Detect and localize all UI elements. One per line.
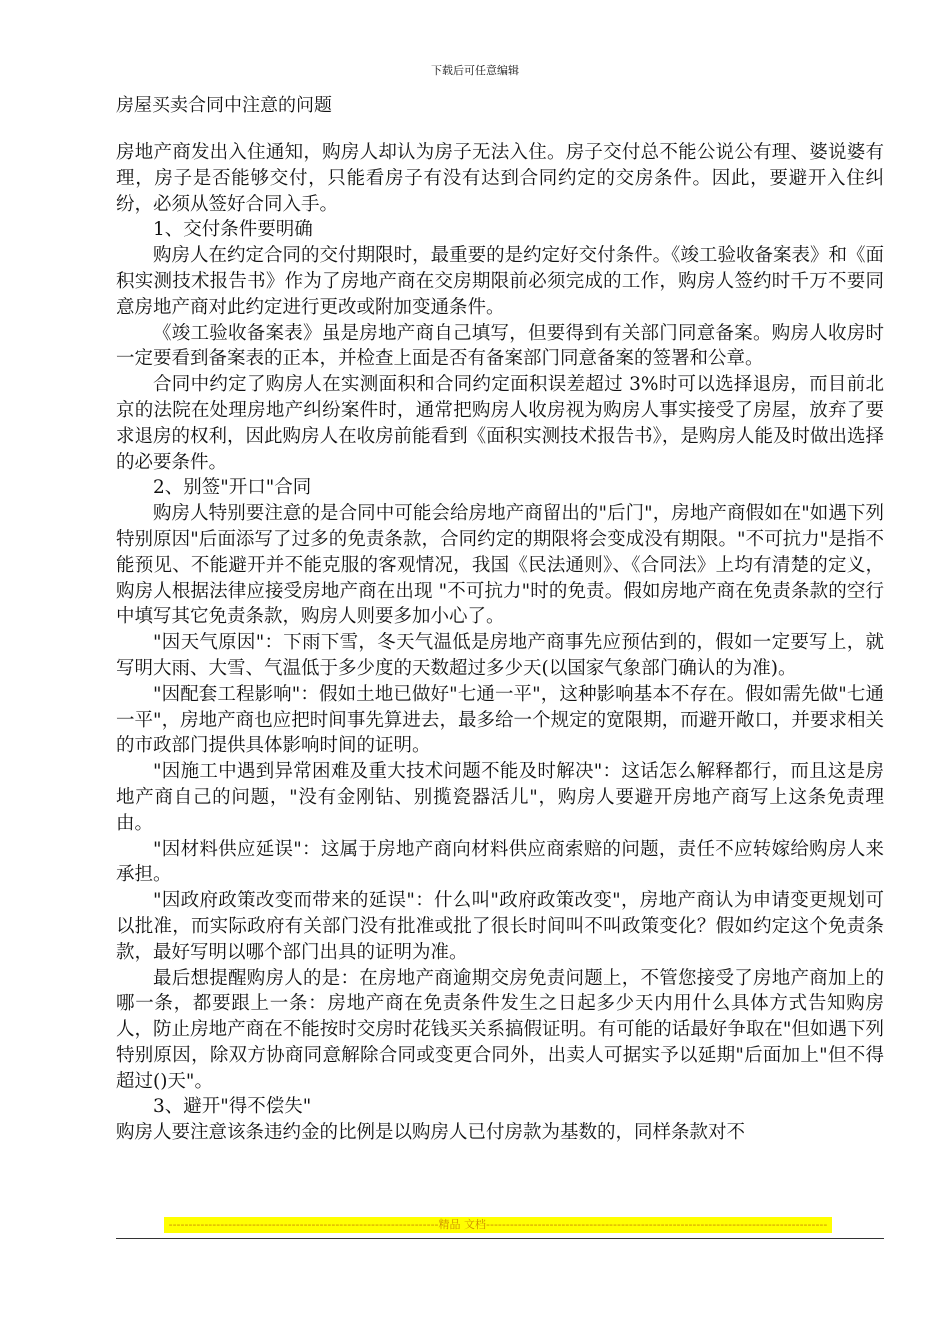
paragraph: 合同中约定了购房人在实测面积和合同约定面积误差超过 3%时可以选择退房，而目前北京的法院在处理房地产纠纷案件时，通常把购房人收房视为购房人事实接受了房屋，放弃了要求退房的权利，因此购房人在收房前能看到《面积实测技术报告书》，是购房人能及时做出选择的必要条件。 — [116, 374, 884, 473]
paragraph: 《竣工验收备案表》虽是房地产商自己填写，但要得到有关部门同意备案。购房人收房时一定要看到备案表的正本，并检查上面是否有备案部门同意备案的签署和公章。 — [116, 322, 884, 370]
document-body — [116, 140, 884, 1146]
footer-divider — [116, 1238, 884, 1239]
paragraph: "因配套工程影响"：假如土地已做好"七通一平"，这种影响基本不存在。假如需先做"七通一平"，房地产商也应把时间事先算进去，最多给一个规定的宽限期，而避开敞口，并要求相关的市政部门提供具体影响时间的证明。 — [116, 683, 884, 757]
footer-banner: --------------------------------------------------------------------精品 文档-------------------------------------------------------------------------------------- — [164, 1217, 832, 1233]
paragraph: 购房人特别要注意的是合同中可能会给房地产商留出的"后门"，房地产商假如在"如遇下列特别原因"后面添写了过多的免责条款，合同约定的期限将会变成没有期限。"不可抗力"是指不能预见、不能避开并不能克服的客观情况，我国《民法通则》、《合同法》上均有清楚的定义，购房人根据法律应接受房地产商在出现 "不可抗力"时的免责。假如房地产商在免责条款的空行中填写其它免责条款，购房人则要多加小心了。 — [116, 503, 884, 628]
section-heading: 2、别签"开口"合同 — [153, 477, 312, 499]
paragraph: 房地产商发出入住通知，购房人却认为房子无法入住。房子交付总不能公说公有理、婆说婆有理，房子是否能够交付，只能看房子有没有达到合同约定的交房条件。因此，要避开入住纠纷，必须从签好合同入手。 — [116, 142, 884, 215]
paragraph: "因材料供应延误"：这属于房地产商向材料供应商索赔的问题，责任不应转嫁给购房人来承担。 — [116, 838, 884, 886]
paragraph: 购房人在约定合同的交付期限时，最重要的是约定好交付条件。《竣工验收备案表》和《面积实测技术报告书》作为了房地产商在交房期限前必须完成的工作，购房人签约时千万不要同意房地产商对此约定进行更改或附加变通条件。 — [116, 245, 884, 318]
paragraph: 购房人要注意该条违约金的比例是以购房人已付房款为基数的，同样条款对不 — [116, 1122, 746, 1144]
paragraph: "因政府政策改变而带来的延误"：什么叫"政府政策改变"，房地产商认为申请变更规划可以批准，而实际政府有关部门没有批准或批了很长时间叫不叫政策变化？假如约定这个免责条款，最好写明以哪个部门出具的证明为准。 — [116, 890, 884, 963]
paragraph: "因施工中遇到异常困难及重大技术问题不能及时解决"：这话怎么解释都行，而且这是房地产商自己的问题，"没有金刚钻、别揽瓷器活儿"，购房人要避开房地产商写上这条免责理由。 — [116, 761, 884, 834]
section-heading: 3、避开"得不偿失" — [153, 1096, 312, 1118]
paragraph: "因天气原因"：下雨下雪，冬天气温低是房地产商事先应预估到的，假如一定要写上，就写明大雨、大雪、气温低于多少度的天数超过多少天(以国家气象部门确认的为准)。 — [116, 632, 884, 679]
paragraph: 最后想提醒购房人的是：在房地产商逾期交房免责问题上，不管您接受了房地产商加上的哪一条，都要跟上一条：房地产商在免责条件发生之日起多少天内用什么具体方式告知购房人，防止房地产商在不能按时交房时花钱买关系搞假证明。有可能的话最好争取在"但如遇下列特别原因，除双方协商同意解除合同或变更合同外，出卖人可据实予以延期"后面加上"但不得超过()天"。 — [116, 967, 884, 1092]
page-header-note: 下载后可任意编辑 — [431, 64, 519, 77]
document-title: 房屋买卖合同中注意的问题 — [116, 95, 332, 116]
section-heading: 1、交付条件要明确 — [153, 219, 313, 241]
